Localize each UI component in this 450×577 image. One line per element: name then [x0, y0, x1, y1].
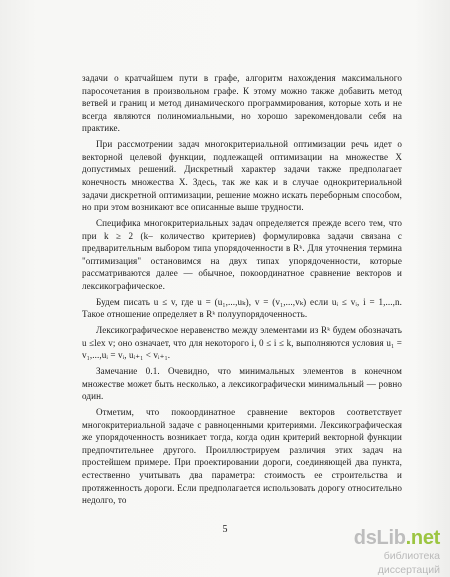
body-text	[82, 72, 402, 510]
watermark-tagline: библиотека диссертаций	[377, 550, 440, 576]
paragraph: Лексикографическое неравенство между элементами из Rᵏ будем обозначать u ≤lex v; оно означает, что для некоторого i, 0 ≤ i ≤ k, выполняются условия u₁ = v₁,...,uᵢ = vᵢ, uᵢ₊₁ < vᵢ₊₁.	[82, 325, 402, 361]
paragraph: Будем писать u ≤ v, где u = (u₁,...,uₖ), v = (v₁,...,vₖ) если uᵢ ≤ vᵢ, i = 1,...,n. Такое отношение определяет в Rᵏ полуупорядоченность.	[82, 296, 402, 320]
page-number: 5	[222, 524, 228, 535]
watermark	[322, 527, 440, 576]
watermark-logo	[322, 527, 440, 549]
paragraph: задачи о кратчайшем пути в графе, алгоритм нахождения максимального паросочетания в произвольном графе. К этому можно также добавить метод ветвей и границ и метод динамического программирования, которые хоть и не всегда являются полиномиальными, но хорошо зарекомендовали себя на практике.	[82, 73, 402, 134]
paragraph: Замечание 0.1. Очевидно, что минимальных элементов в конечном множестве может быть несколько, а лексикографически минимальный — ровно один.	[82, 366, 402, 402]
paragraph: Специфика многокритериальных задач определяется прежде всего тем, что при k ≥ 2 (k– количество критериев) формулировка задачи связана с предварительным выбором типа упорядоченности в Rᵏ. Для уточнения термина "оптимизация" остановимся на двух типах упорядоченности, которые рассматриваются далее — обычное, покоординатное сравнение векторов и лексикографическое.	[82, 217, 402, 291]
paragraph: Отметим, что покоординатное сравнение векторов соответствует многокритериальной задаче с равноценными критериями. Лексикографическая же упорядоченность возникает тогда, когда один критерий векторной функции предпочтительнее другого. Проиллюстрируем различия этих задач на простейшем примере. При проектировании дороги, соединяющей два пункта, естественно учитывать два параметра: стоимость ее строительства и протяженность дороги. Если предполагается использовать дорогу относительно недолго, то	[82, 406, 402, 506]
watermark-logo-sub: .net	[405, 527, 440, 549]
paragraph: При рассмотрении задач многокритериальной оптимизации речь идет о векторной целевой функции, подлежащей оптимизации на множестве X допустимых решений. Дискретный характер задачи также предполагает конечность множества X. Здесь, так же как и в случае однокритериальной задачи дискретной оптимизации, решение можно искать переборным способом, но при этом возникают все описанные выше трудности.	[82, 139, 402, 213]
watermark-logo-main: dsLib	[353, 527, 406, 549]
